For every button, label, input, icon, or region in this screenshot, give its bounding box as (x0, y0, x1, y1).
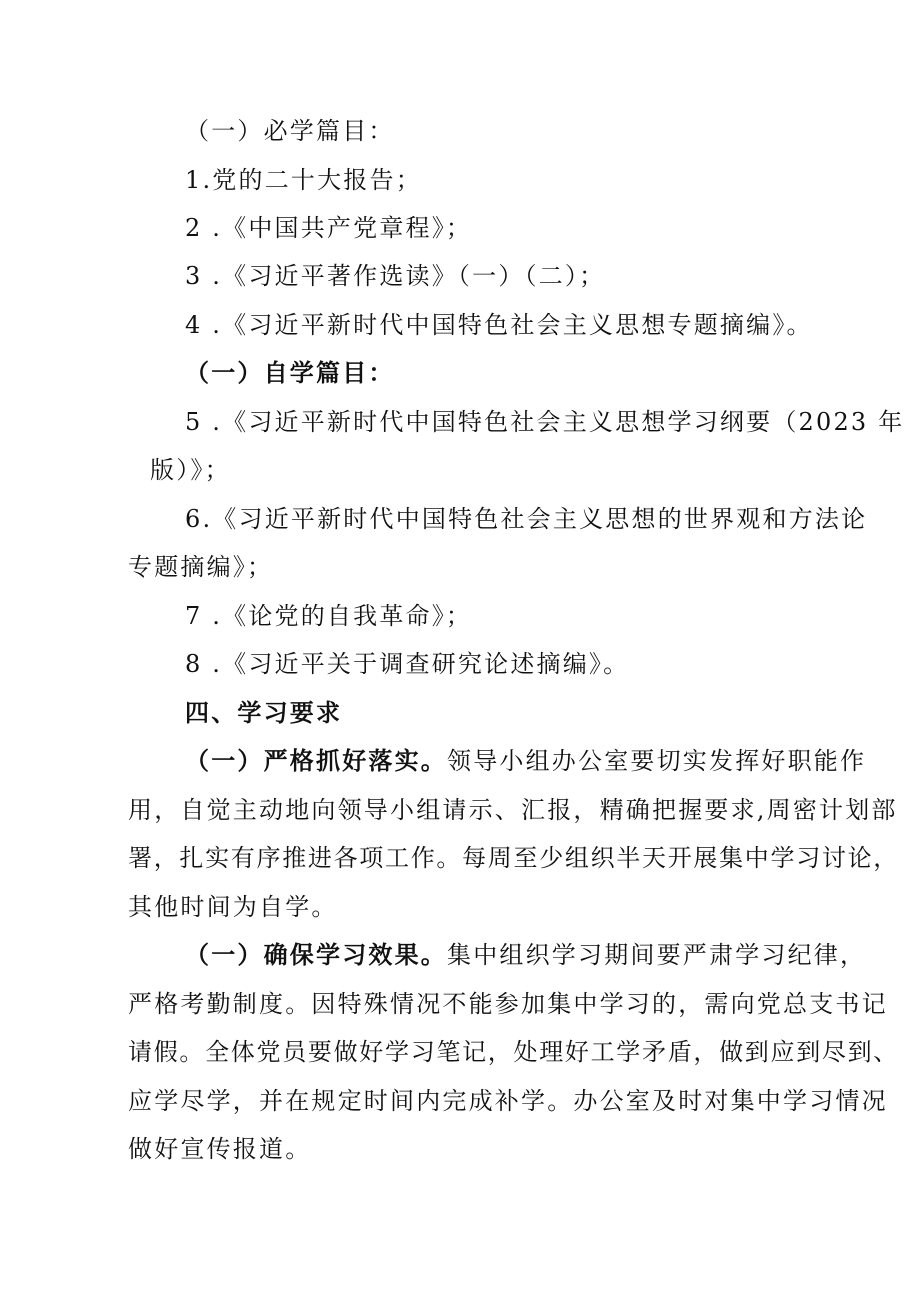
para1-line3: 署，扎实有序推进各项工作。每周至少组织半天开展集中学习讨论， (128, 844, 899, 872)
para2-line2: 严格考勤制度。因特殊情况不能参加集中学习的，需向党总支书记 (128, 990, 888, 1018)
para1-line1 (185, 747, 866, 775)
self-item-5-line1: 5 .《习近平新时代中国特色社会主义思想学习纲要（2023 年 (185, 408, 905, 436)
para2-line4: 应学尽学，并在规定时间内完成补学。办公室及时对集中学习情况 (128, 1087, 888, 1115)
para2-line1-text: 集中组织学习期间要严肃学习纪律， (447, 941, 867, 969)
para1-line1-text: 领导小组办公室要切实发挥好职能作 (447, 747, 867, 775)
para1-line2: 用，自觉主动地向领导小组请示、汇报，精确把握要求,周密计划部 (128, 796, 898, 824)
self-item-6-line1: 6.《习近平新时代中国特色社会主义思想的世界观和方法论 (185, 505, 868, 533)
para2-line3: 请假。全体党员要做好学习笔记，处理好工学矛盾，做到应到尽到、 (128, 1038, 899, 1066)
para1-line4: 其他时间为自学。 (128, 893, 338, 921)
section-4-heading: 四、学习要求 (185, 698, 343, 727)
self-study-heading: （一）自学篇目： (185, 358, 395, 387)
required-item-2: 2 .《中国共产党章程》； (185, 214, 473, 242)
para2-bold-lead: （一）确保学习效果。 (185, 940, 447, 969)
para2-line1 (185, 941, 866, 969)
self-item-5-line2: 版）》； (150, 456, 231, 484)
self-item-8: 8 .《习近平关于调查研究论述摘编》。 (185, 650, 630, 678)
self-item-7: 7 .《论党的自我革命》； (185, 602, 473, 630)
required-item-3: 3 .《习近平著作选读》（一）（二）； (185, 262, 606, 290)
required-readings-heading: （一）必学篇目： (185, 117, 395, 145)
para1-bold-lead: （一）严格抓好落实。 (185, 746, 447, 775)
self-item-6-line2: 专题摘编》； (128, 553, 274, 581)
required-item-4: 4 .《习近平新时代中国特色社会主义思想专题摘编》。 (185, 311, 813, 339)
para2-line5: 做好宣传报道。 (128, 1135, 312, 1163)
required-item-1: 1.党的二十大报告； (185, 166, 422, 194)
